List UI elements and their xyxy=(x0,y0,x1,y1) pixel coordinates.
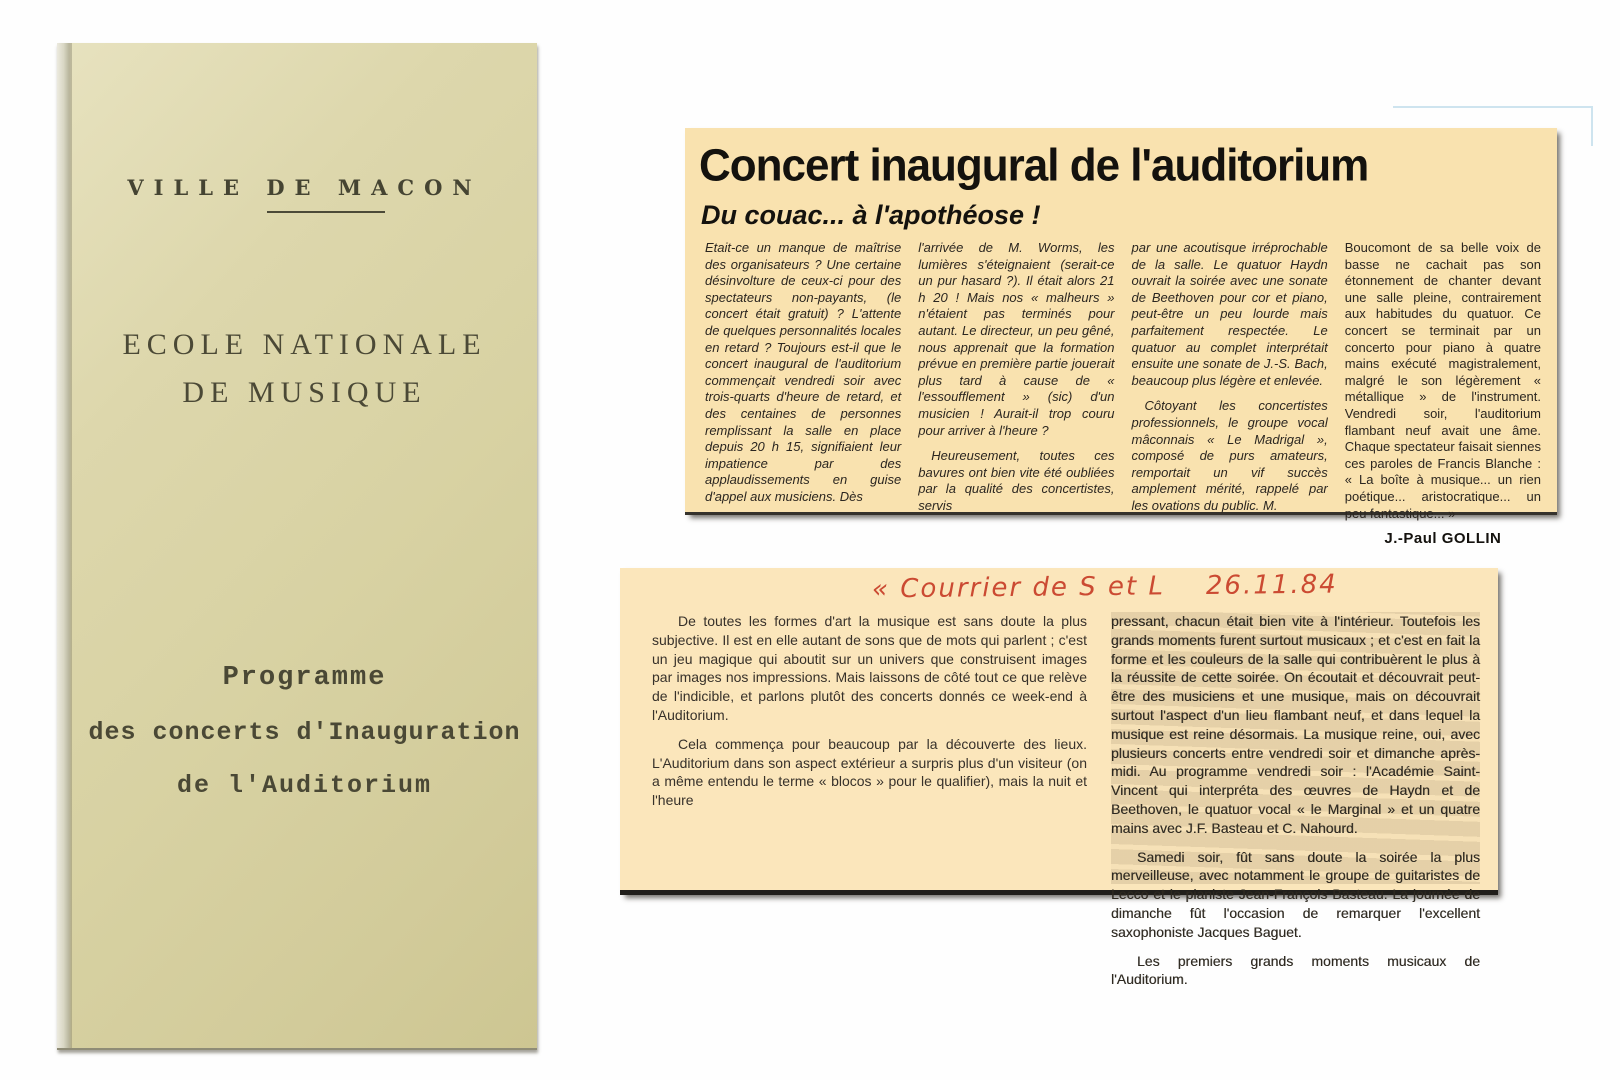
newspaper-clipping-review xyxy=(685,128,1557,548)
newspaper-clipping-weekend xyxy=(620,568,1498,988)
article-paragraph: Côtoyant les concertistes professionnels, le groupe vocal mâconnais « Le Madrigal », composé de purs amateurs, remportait un vif succès amplement mérité, rappelé par les ovations du public. M. xyxy=(1131,398,1328,513)
article-column-1 xyxy=(705,240,901,504)
article-paragraph: Heureusement, toutes ces bavures ont bien vite été oubliées par la qualité des concertistes, servis xyxy=(918,448,1115,513)
article-columns xyxy=(705,240,1541,548)
booklet-school-title-line2: DE MUSIQUE xyxy=(182,376,427,409)
article-paragraph: De toutes les formes d'art la musique est sans doute la plus subjective. Il est en elle autant de sons que de mots qui parlent ; c'est un jeu magique qui aboutit sur un univers que construisent images par images nos impressions. Mais laissons de côté tout ce que relève de l'indicible, et parlons plutôt des concerts donnés ce week-end à l'Auditorium. xyxy=(652,613,1087,723)
booklet-programme-line3: de l'Auditorium xyxy=(176,771,433,800)
article-paragraph: Cela commença pour beaucoup par la découverte des lieux. L'Auditorium dans son aspect extérieur a surpris plus d'un visiteur (on a même entendu le terme « blocos » pour le qualifier), mais la nuit et l'heure xyxy=(652,735,1087,809)
handwritten-source-note: « Courrier de S et L 26.11.84 xyxy=(871,569,1338,605)
article-column-3 xyxy=(1131,240,1328,513)
booklet-programme-line2: des concerts d'Inauguration xyxy=(88,718,521,747)
article-paragraph: pressant, chacun était bien vite à l'intérieur. Toutefois les grands moments furent surtout musicaux ; et c'est en fait la forme et les couleurs de la salle qui contribuèrent le plus à la réussite de cette soirée. On écoutait et découvrait peut-être des musiciens et une musique, mais on découvrait surtout l'aspect d'un lieu flambant neuf, et dans lequel la musique est reine désormais. La musique reine, oui, avec plusieurs concerts entre vendredi soir et dimanche après-midi. Au programme vendredi soir : l'Académie Saint-Vincent qui interpréta des œuvres de Haydn et de Beethoven, le quatuor vocal « le Marginal » et un quatre mains avec J.F. Basteau et C. Nahourd. xyxy=(1111,613,1480,836)
article-paragraph: Etait-ce un manque de maîtrise des organisateurs ? Une certaine désinvolture de ceux-ci pour des spectateurs non-payants, (le concert était gratuit) ? L'attente de quelques personnalités locales en retard ? Toujours est-il que le concert inaugural de l'auditorium commençait vendredi soir avec trois-quarts d'heure de retard, et des centaines de personnes remplissant la salle en place depuis 20 h 15, signifiaient leur impatience par des applaudissements en guise d'appel aux musiciens. Dès xyxy=(705,240,902,504)
article-paragraph: Boucomont de sa belle voix de basse ne cachait pas son étonnement de chanter devant une salle pleine, contrairement aux habitudes du quatuor. Ce concert se terminait par un concerto pour piano à quatre mains exécuté magistralement, malgré le son légèrement « métallique » de l'instrument. Vendredi soir, l'auditorium flambant neuf avait une âme. Chaque spectateur faisait siennes ces paroles de Francis Blanche : « La boîte à musique... un rien poétique... aristocratique... un peu fantastique... » xyxy=(1344,240,1541,521)
article-paragraph: Samedi soir, fût sans doute la soirée la plus merveilleuse, avec notamment le groupe de guitaristes de Lecco et le pianiste Jean-François Basteau. La journée de dimanche fût l'occasion de remarquer l'excellent saxophoniste Jacques Baguet. xyxy=(1111,848,1480,940)
booklet-school-title-line1: ECOLE NATIONALE xyxy=(122,328,487,361)
article-headline: Concert inaugural de l'auditorium xyxy=(699,140,1369,191)
article-column-1 xyxy=(652,612,1087,884)
article-column-2 xyxy=(918,240,1115,513)
booklet-header-rule xyxy=(267,211,385,213)
article-byline: J.-Paul GOLLIN xyxy=(1384,530,1502,548)
booklet-programme-line1: Programme xyxy=(222,663,387,693)
programme-booklet-cover xyxy=(57,43,537,1050)
article-paragraph: par une acoutisque irréprochable de la salle. Le quatuor Haydn ouvrait la soirée avec une sonate de Beethoven pour cor et piano, peut-être un peu lourde mais parfaitement respectée. Le quatuor au complet interprétait ensuite une sonate de J.-S. Bach, beaucoup plus légère et enlevée. xyxy=(1131,240,1328,388)
article-subheadline: Du couac... à l'apothéose ! xyxy=(701,200,1041,230)
article-paragraph: Les premiers grands moments musicaux de l'Auditorium. xyxy=(1111,952,1480,988)
article-column-4 xyxy=(1344,240,1541,548)
article-column-2 xyxy=(1111,612,1480,988)
article-columns xyxy=(652,612,1480,988)
booklet-city-header: VILLE DE MACON xyxy=(127,175,482,200)
article-paragraph: l'arrivée de M. Worms, les lumières s'éteignaient (serait-ce un pur hasard ?). Il était alors 21 h 20 ! Mais nos « malheurs » n'étaient pas terminés pour autant. Le directeur, un peu gêné, nous apprenait que la formation prévue en première partie jouerait plus tard à cause de « l'essoufflement » (sic) d'un musicien ! Aurait-il trop couru pour arriver à l'heure ? xyxy=(918,240,1115,438)
